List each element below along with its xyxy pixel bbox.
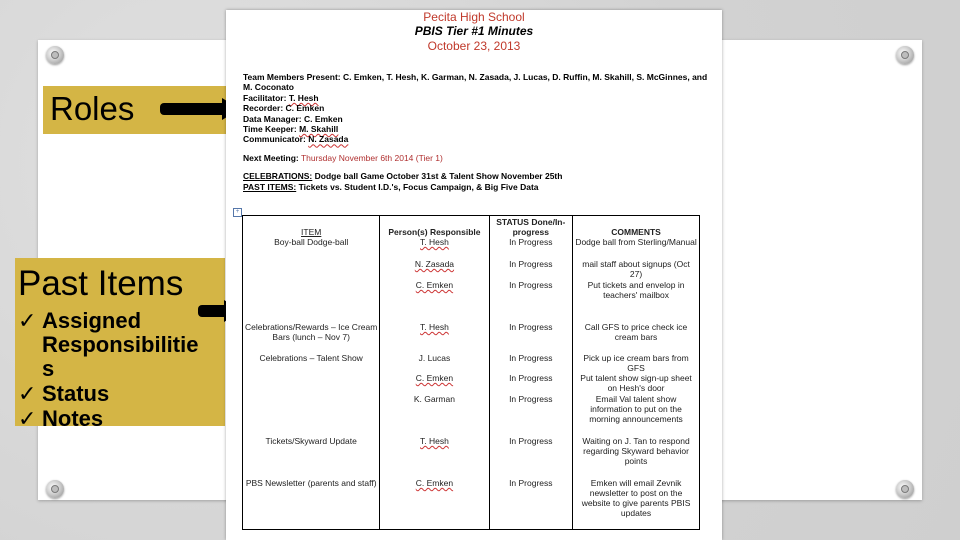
- role-recorder: Recorder: C. Emken: [243, 103, 325, 114]
- minutes-header: [243, 72, 713, 192]
- header-comments: COMMENTS: [573, 216, 700, 238]
- pin-icon: [896, 480, 914, 498]
- table-row: K. Garman In Progress Email Val talent show information to put on the morning announcements: [243, 394, 700, 436]
- table-row: Boy-ball Dodge-ball T. Hesh In Progress Dodge ball from Sterling/Manual: [243, 237, 700, 259]
- role-facilitator: Facilitator: T. Hesh: [243, 92, 319, 103]
- header-person: Person(s) Responsible: [380, 216, 489, 238]
- school-name: Pecita High School: [423, 10, 525, 24]
- minutes-document: [226, 10, 722, 540]
- table-row: C. Emken In Progress Put talent show sign-up sheet on Hesh's door: [243, 373, 700, 394]
- past-items-list: [18, 309, 202, 432]
- table-row: Celebrations/Rewards – Ice Cream Bars (lunch – Nov 7) T. Hesh In Progress Call GFS to price check ice cream bars: [243, 322, 700, 353]
- minutes-table: [242, 215, 700, 530]
- table-row: N. Zasada In Progress mail staff about signups (Oct 27): [243, 259, 700, 280]
- pin-icon: [896, 46, 914, 64]
- table-row: C. Emken In Progress Put tickets and envelop in teachers' mailbox: [243, 280, 700, 322]
- list-item: ✓ Status: [18, 381, 110, 406]
- document-heading: PBIS Tier #1 Minutes: [414, 24, 534, 38]
- list-item: ✓ Assigned Responsibilitie s: [18, 308, 199, 381]
- list-item: ✓ Notes: [18, 406, 104, 431]
- pin-icon: [46, 46, 64, 64]
- team-members: Team Members Present: C. Emken, T. Hesh, K. Garman, N. Zasada, J. Lucas, D. Ruffin, M. Skahill, S. McGinnes, and M. Coconato: [243, 72, 708, 93]
- celebrations: CELEBRATIONS: Dodge ball Game October 31st & Talent Show November 25th: [243, 171, 563, 182]
- check-icon: ✓: [18, 308, 37, 333]
- role-communicator: Communicator: N. Zasada: [243, 134, 349, 145]
- header-item: ITEM: [243, 216, 380, 238]
- past-items-title: Past Items: [18, 264, 184, 303]
- table-row: Celebrations – Talent Show J. Lucas In Progress Pick up ice cream bars from GFS: [243, 353, 700, 373]
- check-icon: ✓: [18, 406, 37, 431]
- next-meeting: Next Meeting: Thursday November 6th 2014 (Tier 1): [243, 152, 443, 163]
- check-icon: ✓: [18, 381, 37, 406]
- role-data-manager: Data Manager: C. Emken: [243, 113, 343, 124]
- pin-icon: [46, 480, 64, 498]
- table-row: PBS Newsletter (parents and staff) C. Emken In Progress Emken will email Zevnik newsletter to post on the website to give parents PBIS updates: [243, 478, 700, 530]
- table-row: Tickets/Skyward Update T. Hesh In Progress Waiting on J. Tan to respond regarding Skyward behavior points: [243, 436, 700, 478]
- roles-label: Roles: [50, 90, 135, 127]
- table-anchor-icon: +: [233, 208, 242, 217]
- meeting-date: October 23, 2013: [427, 39, 521, 53]
- role-time-keeper: Time Keeper: M. Skahill: [243, 124, 339, 135]
- past-items-line: PAST ITEMS: Tickets vs. Student I.D.'s, Focus Campaign, & Big Five Data: [243, 181, 539, 192]
- header-status: STATUS Done/In-progress: [489, 216, 573, 238]
